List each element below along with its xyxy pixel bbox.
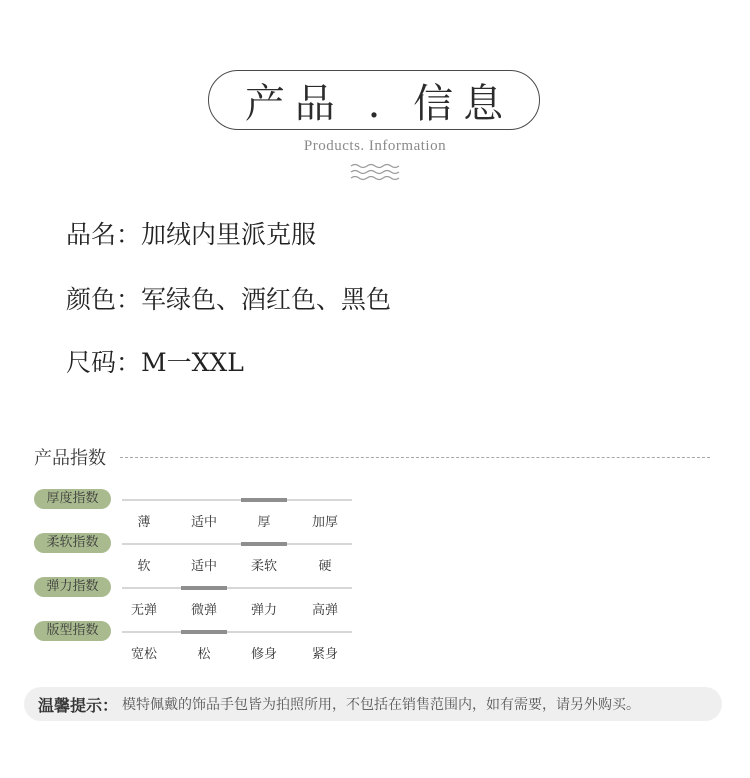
index-option: 修身 [250,647,277,662]
info-label: 颜色： [66,285,142,314]
index-selected-marker [241,498,287,502]
index-option: 加厚 [311,515,338,530]
info-product-name [66,215,316,251]
index-track [122,587,352,589]
index-option: 紧身 [311,647,338,662]
index-option: 高弹 [311,603,338,618]
index-option: 宽松 [130,647,157,662]
index-option: 软 [137,559,151,574]
title-pill [208,70,540,130]
info-value: 加绒内里派克服 [141,220,317,249]
index-tag: 厚度指数 [34,489,111,509]
index-row-softness [0,533,750,577]
notice-bar [24,687,722,721]
index-selected-marker [181,630,227,634]
info-value: 军绿色、酒红色、黑色 [141,285,392,314]
index-option: 硬 [318,559,332,574]
notice-text: 模特佩戴的饰品手包皆为拍照所用，不包括在销售范围内，如有需要，请另外购买。 [122,697,641,713]
index-option: 适中 [190,515,217,530]
index-selected-marker [241,542,287,546]
index-option: 弹力 [250,603,277,618]
section-divider [120,457,710,458]
info-label: 品名： [66,220,142,249]
info-label: 尺码： [66,348,142,377]
index-option: 厚 [257,515,271,530]
index-track [122,543,352,545]
index-option: 松 [197,647,211,662]
info-colors [66,280,391,316]
index-track [122,499,352,501]
index-option: 微弹 [190,603,217,618]
index-tag: 柔软指数 [34,533,111,553]
index-tag: 版型指数 [34,621,111,641]
index-section-title: 产品指数 [34,448,106,469]
index-option: 柔软 [250,559,277,574]
info-sizes [66,343,244,379]
index-tag: 弹力指数 [34,577,111,597]
page-subtitle: Products. Information [303,138,447,154]
index-option: 无弹 [130,603,157,618]
index-option: 适中 [190,559,217,574]
index-row-fit [0,621,750,665]
index-row-elasticity [0,577,750,621]
index-option: 薄 [137,515,151,530]
index-track [122,631,352,633]
index-selected-marker [181,586,227,590]
notice-label: 温馨提示： [38,695,119,715]
index-row-thickness [0,489,750,533]
info-value: M一XXL [141,348,244,377]
page-title: 产品 . 信息 [244,80,514,127]
wave-lines-icon [349,163,401,181]
